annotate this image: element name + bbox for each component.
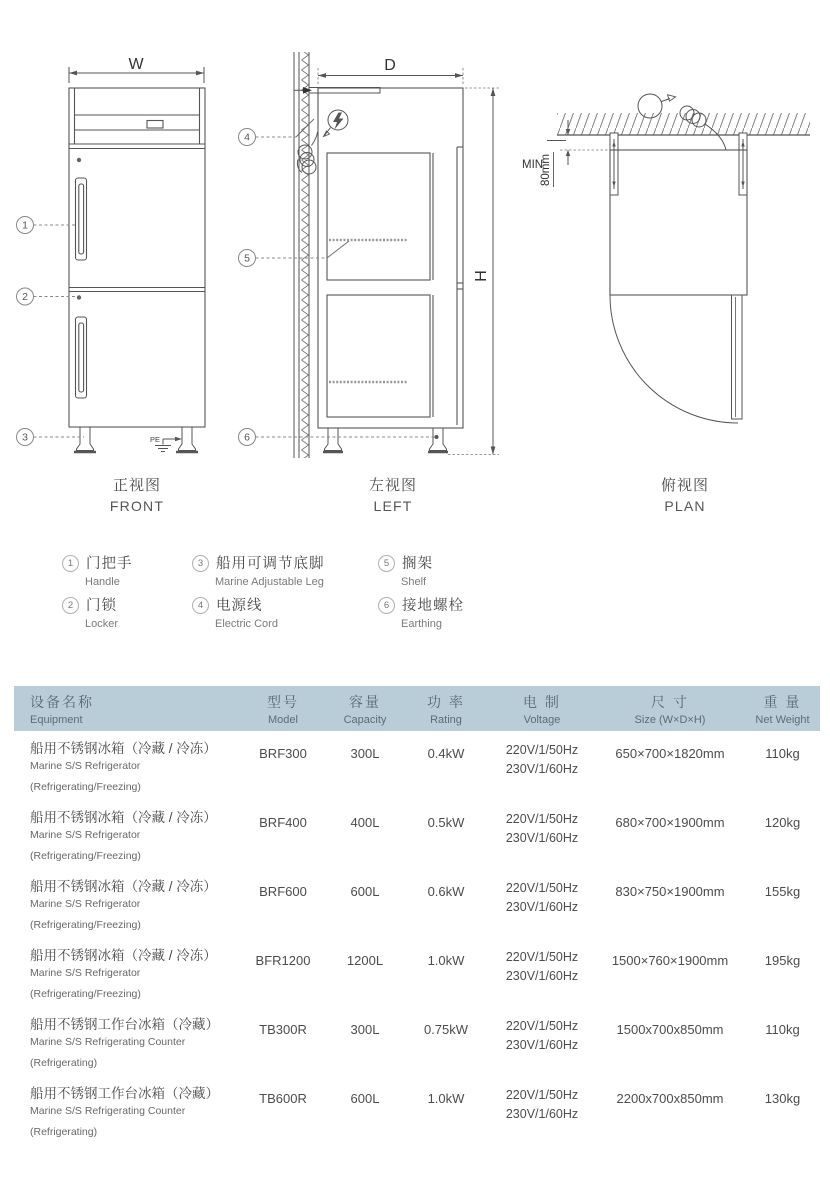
- plan-title-en: PLAN: [664, 498, 706, 514]
- table-row: [14, 1007, 820, 1076]
- svg-text:1: 1: [22, 219, 28, 232]
- table-header-row: [14, 686, 820, 731]
- svg-text:4: 4: [244, 131, 250, 144]
- earthing-bolt-icon: [435, 435, 439, 439]
- svg-text:3: 3: [22, 431, 28, 444]
- size-cell: 1500×760×1900mm: [611, 953, 729, 968]
- plan-view-drawing: [520, 40, 830, 480]
- size-cell: 2200x700x850mm: [616, 1091, 724, 1106]
- left-depth-label: D: [384, 57, 396, 74]
- legend-cn: 电源线: [216, 598, 263, 614]
- legend-cn: 接地螺栓: [402, 598, 464, 614]
- callout-1: [17, 217, 76, 234]
- voltage-cell: 220V/1/50Hz 230V/1/60Hz: [505, 1088, 579, 1122]
- col-header-weight: 重 量 Net Weight: [755, 693, 810, 726]
- front-width-label: W: [128, 56, 144, 73]
- equipment-cell: 船用不锈钢冰箱（冷藏 / 冷冻） Marine S/S Refrigerator (Refrigerating/Freezing): [30, 741, 217, 793]
- model-cell: BRF300: [259, 746, 307, 761]
- wall: [557, 113, 810, 135]
- min-label: MIN: [522, 159, 544, 171]
- legend-cn: 门把手: [86, 556, 133, 572]
- model-cell: BRF600: [259, 884, 307, 899]
- callout-number: 3: [192, 555, 209, 572]
- front-title-en: FRONT: [109, 498, 165, 514]
- capacity-cell: 600L: [350, 884, 380, 899]
- left-view-drawing: [230, 40, 510, 480]
- legend-item-earthing: [378, 594, 464, 630]
- rating-cell: 1.0kW: [427, 953, 465, 968]
- rating-cell: 1.0kW: [427, 1091, 465, 1106]
- voltage-cell: 220V/1/50Hz 230V/1/60Hz: [505, 881, 579, 915]
- legend-item-electric-cord: [192, 594, 278, 630]
- control-panel-badge: [147, 121, 163, 129]
- front-cabinet-outline: [69, 88, 205, 427]
- legend-item-handle: [62, 552, 133, 588]
- bulkhead-wall: [294, 52, 309, 458]
- callout-number: 2: [62, 597, 79, 614]
- front-view-title: [52, 474, 222, 514]
- size-cell: 830×750×1900mm: [615, 884, 725, 899]
- col-header-rating: 功 率 Rating: [427, 693, 465, 726]
- wall-brackets: [610, 133, 747, 195]
- model-cell: TB600R: [259, 1091, 307, 1106]
- rating-cell: 0.4kW: [427, 746, 465, 761]
- callout-number: 1: [62, 555, 79, 572]
- svg-text:5: 5: [244, 252, 250, 265]
- open-door: [610, 295, 742, 423]
- left-view-title: [308, 474, 478, 514]
- upper-compartment: [327, 153, 430, 280]
- rating-cell: 0.75kW: [423, 1022, 469, 1037]
- rating-cell: 0.5kW: [427, 815, 465, 830]
- equipment-cell: 船用不锈钢冰箱（冷藏 / 冷冻） Marine S/S Refrigerator (Refrigerating/Freezing): [30, 810, 217, 862]
- left-cabinet-outline: [318, 88, 463, 428]
- legend-item-locker: [62, 594, 118, 630]
- legend-cn: 门锁: [86, 598, 117, 614]
- equipment-cell: 船用不锈钢冰箱（冷藏 / 冷冻） Marine S/S Refrigerator (Refrigerating/Freezing): [30, 879, 217, 931]
- ground-arrow-icon: [175, 437, 182, 441]
- weight-cell: 155kg: [764, 884, 801, 899]
- weight-cell: 195kg: [764, 953, 801, 968]
- voltage-cell: 220V/1/50Hz 230V/1/60Hz: [505, 1019, 579, 1053]
- weight-cell: 110kg: [765, 1022, 800, 1037]
- legend-en: Locker: [85, 618, 119, 630]
- plan-cabinet-outline: [610, 150, 747, 295]
- svg-text:2: 2: [22, 291, 28, 303]
- table-row: [14, 869, 820, 938]
- col-header-capacity: 容量 Capacity: [343, 693, 387, 726]
- lock-icon: [77, 295, 81, 299]
- plan-view-title: [600, 474, 770, 514]
- electric-symbol: [324, 110, 349, 137]
- lock-icon: [77, 158, 81, 162]
- capacity-cell: 300L: [350, 1022, 380, 1037]
- equipment-cell: 船用不锈钢工作台冰箱（冷藏） Marine S/S Refrigerating Counter (Refrigerating): [30, 1017, 219, 1069]
- table-row: [14, 938, 820, 1007]
- col-header-size: 尺 寸 Size (W×D×H): [634, 693, 706, 726]
- weight-cell: 130kg: [764, 1091, 801, 1106]
- callout-number: 5: [378, 555, 395, 572]
- voltage-cell: 220V/1/50Hz 230V/1/60Hz: [505, 950, 579, 984]
- voltage-cell: 220V/1/50Hz 230V/1/60Hz: [505, 743, 579, 777]
- legend-en: Handle: [85, 576, 120, 588]
- callout-number: 6: [378, 597, 395, 614]
- left-title-en: LEFT: [373, 498, 413, 514]
- table-row: [14, 1076, 820, 1145]
- legend-en: Earthing: [401, 618, 442, 630]
- specification-table: [14, 686, 820, 1145]
- pe-label: PE: [149, 435, 160, 444]
- front-view-drawing: [0, 40, 230, 480]
- equipment-cell: 船用不锈钢冰箱（冷藏 / 冷冻） Marine S/S Refrigerator (Refrigerating/Freezing): [30, 948, 217, 1000]
- model-cell: TB300R: [259, 1022, 307, 1037]
- handle-icon: [76, 317, 87, 398]
- legend-en: Electric Cord: [215, 618, 278, 630]
- size-cell: 650×700×1820mm: [615, 746, 725, 761]
- model-cell: BFR1200: [255, 953, 311, 968]
- rating-cell: 0.6kW: [427, 884, 465, 899]
- plan-title-cn: 俯视图: [660, 477, 709, 494]
- adjustable-legs: [323, 428, 448, 452]
- legend-cn: 搁架: [402, 556, 433, 572]
- table-row: [14, 731, 820, 800]
- left-height-label: H: [473, 270, 490, 282]
- capacity-cell: 1200L: [346, 953, 384, 968]
- lower-compartment: [327, 295, 430, 417]
- callout-2: [17, 288, 77, 305]
- clearance-label: 80mm: [540, 154, 552, 186]
- equipment-cell: 船用不锈钢工作台冰箱（冷藏） Marine S/S Refrigerating Counter (Refrigerating): [30, 1086, 219, 1138]
- col-header-equipment: 设备名称 Equipment: [30, 693, 94, 726]
- legend-item-adjustable-leg: [192, 552, 325, 588]
- size-cell: 1500x700x850mm: [616, 1022, 724, 1037]
- callout-number: 4: [192, 597, 209, 614]
- capacity-cell: 400L: [350, 815, 380, 830]
- svg-text:6: 6: [244, 431, 250, 444]
- legend-en: Marine Adjustable Leg: [215, 576, 324, 588]
- voltage-cell: 220V/1/50Hz 230V/1/60Hz: [505, 812, 579, 846]
- handle-icon: [76, 178, 87, 260]
- shelves: [329, 240, 408, 382]
- legend-item-shelf: [378, 552, 433, 588]
- legend-cn: 船用可调节底脚: [216, 556, 325, 572]
- size-cell: 680×700×1900mm: [615, 815, 725, 830]
- front-title-cn: 正视图: [112, 477, 161, 494]
- col-header-voltage: 电 制 Voltage: [523, 693, 561, 726]
- col-header-model: 型号 Model: [267, 693, 299, 726]
- table-row: [14, 800, 820, 869]
- model-cell: BRF400: [259, 815, 307, 830]
- weight-cell: 120kg: [764, 815, 801, 830]
- capacity-cell: 600L: [350, 1091, 380, 1106]
- left-title-cn: 左视图: [368, 477, 417, 494]
- legend-en: Shelf: [401, 576, 427, 588]
- door-swing-arc: [610, 295, 738, 423]
- earthing-symbol: [150, 435, 182, 452]
- weight-cell: 110kg: [765, 746, 800, 761]
- lightning-icon: [333, 113, 344, 130]
- callout-3: [17, 429, 85, 446]
- capacity-cell: 300L: [350, 746, 380, 761]
